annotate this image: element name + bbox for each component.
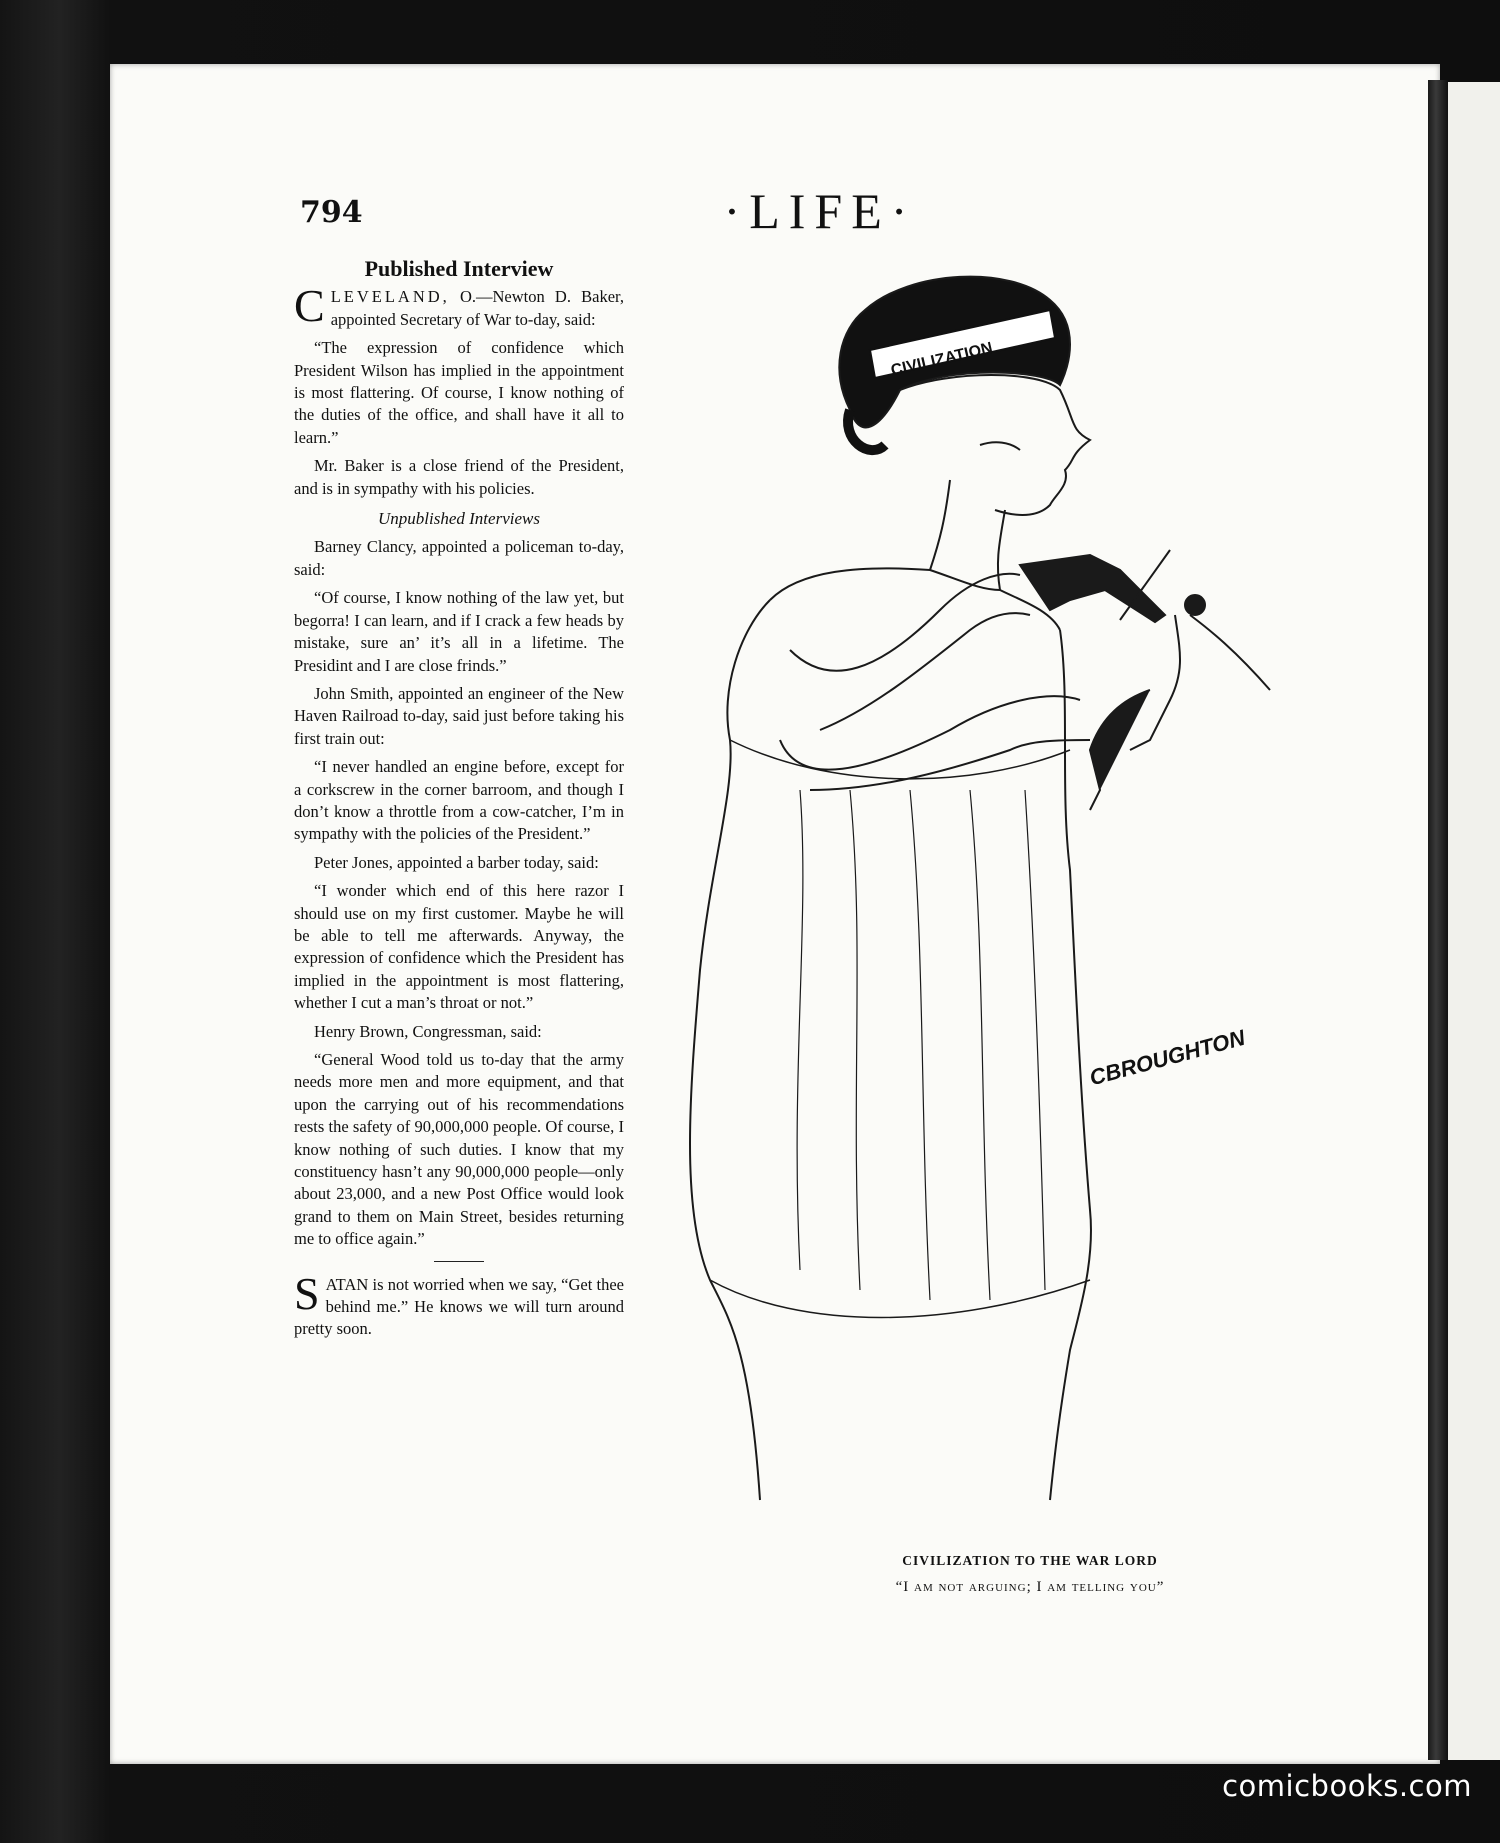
woman-figure <box>690 277 1165 1500</box>
page-number: 794 <box>300 195 363 230</box>
lead-text: O.—Newton D. Baker, appointed Secretary of War to-day, said: <box>330 287 624 329</box>
caption-title: CIVILIZATION TO THE WAR LORD <box>902 1553 1158 1568</box>
smith-quote: “I never handled an engine before, except for a corkscrew in the corner barroom, and though I don’t know a throttle from a cow-catcher, I’m in sympathy with the policies of the President.” <box>294 757 624 844</box>
next-page-edge <box>1448 82 1500 1760</box>
satan-paragraph <box>294 1267 624 1341</box>
smith-intro: John Smith, appointed an engineer of the New Haven Railroad to-day, said just before taking his first train out: <box>294 683 624 748</box>
cartoon-caption <box>780 1548 1280 1600</box>
article-headline: Published Interview <box>364 256 554 281</box>
baker-quote: “The expression of confidence which President Wilson has implied in the appointment is most flattering. Of course, I know nothing of the duties of the office, and shall have it all to learn.” <box>294 338 624 447</box>
dateline: LEVELAND, <box>330 287 450 307</box>
jones-intro: Peter Jones, appointed a barber today, said: <box>314 852 599 872</box>
headband-label: CIVILIZATION <box>889 339 995 380</box>
section-divider <box>434 1261 484 1262</box>
clancy-intro: Barney Clancy, appointed a policeman to-day, said: <box>294 537 624 579</box>
satan-text: is not worried when we say, “Get thee behind me.” He knows we will turn around pretty soon. <box>294 1274 624 1339</box>
dropcap: S <box>294 1267 320 1319</box>
clancy-quote: “Of course, I know nothing of the law yet, but begorra! I can learn, and if I crack a few heads by mistake, sure an’ it’s all in a lifetime. The Presidint and I are close frinds.” <box>294 588 624 675</box>
satan-lead: ATAN <box>325 1274 369 1294</box>
caption-quote: “I am not arguing; I am telling you” <box>895 1579 1165 1595</box>
artist-signature: CBROUGHTON <box>1086 1024 1248 1091</box>
brown-intro: Henry Brown, Congressman, said: <box>314 1021 542 1041</box>
baker-note: Mr. Baker is a close friend of the President, and is in sympathy with his policies. <box>294 456 624 498</box>
jones-quote: “I wonder which end of this here razor I should use on my first customer. Maybe he will be able to tell me afterwards. Anyway, the expression of confidence which the President has implied in the appointment is most flattering, whether I cut a man’s throat or not.” <box>294 881 624 1013</box>
text-column <box>294 258 624 1347</box>
dropcap: C <box>294 280 325 332</box>
article-subhead: Unpublished Interviews <box>378 509 540 529</box>
page-gutter <box>1428 80 1448 1760</box>
lead-paragraph <box>294 280 624 332</box>
cartoon-illustration <box>650 270 1390 1540</box>
brown-quote: “General Wood told us to-day that the army needs more men and more equipment, and that upon the carrying out of his recommendations rests the safety of 90,000,000 people. Of course, I know nothing of such duties. I know that my constituency hasn’t any 90,000,000 people—only about 23,000, and a new Post Office would look grand to them on Main Street, besides returning me to office again.” <box>294 1050 624 1249</box>
watermark: comicbooks.com <box>1222 1769 1472 1803</box>
masthead: ·LIFE· <box>723 183 917 239</box>
